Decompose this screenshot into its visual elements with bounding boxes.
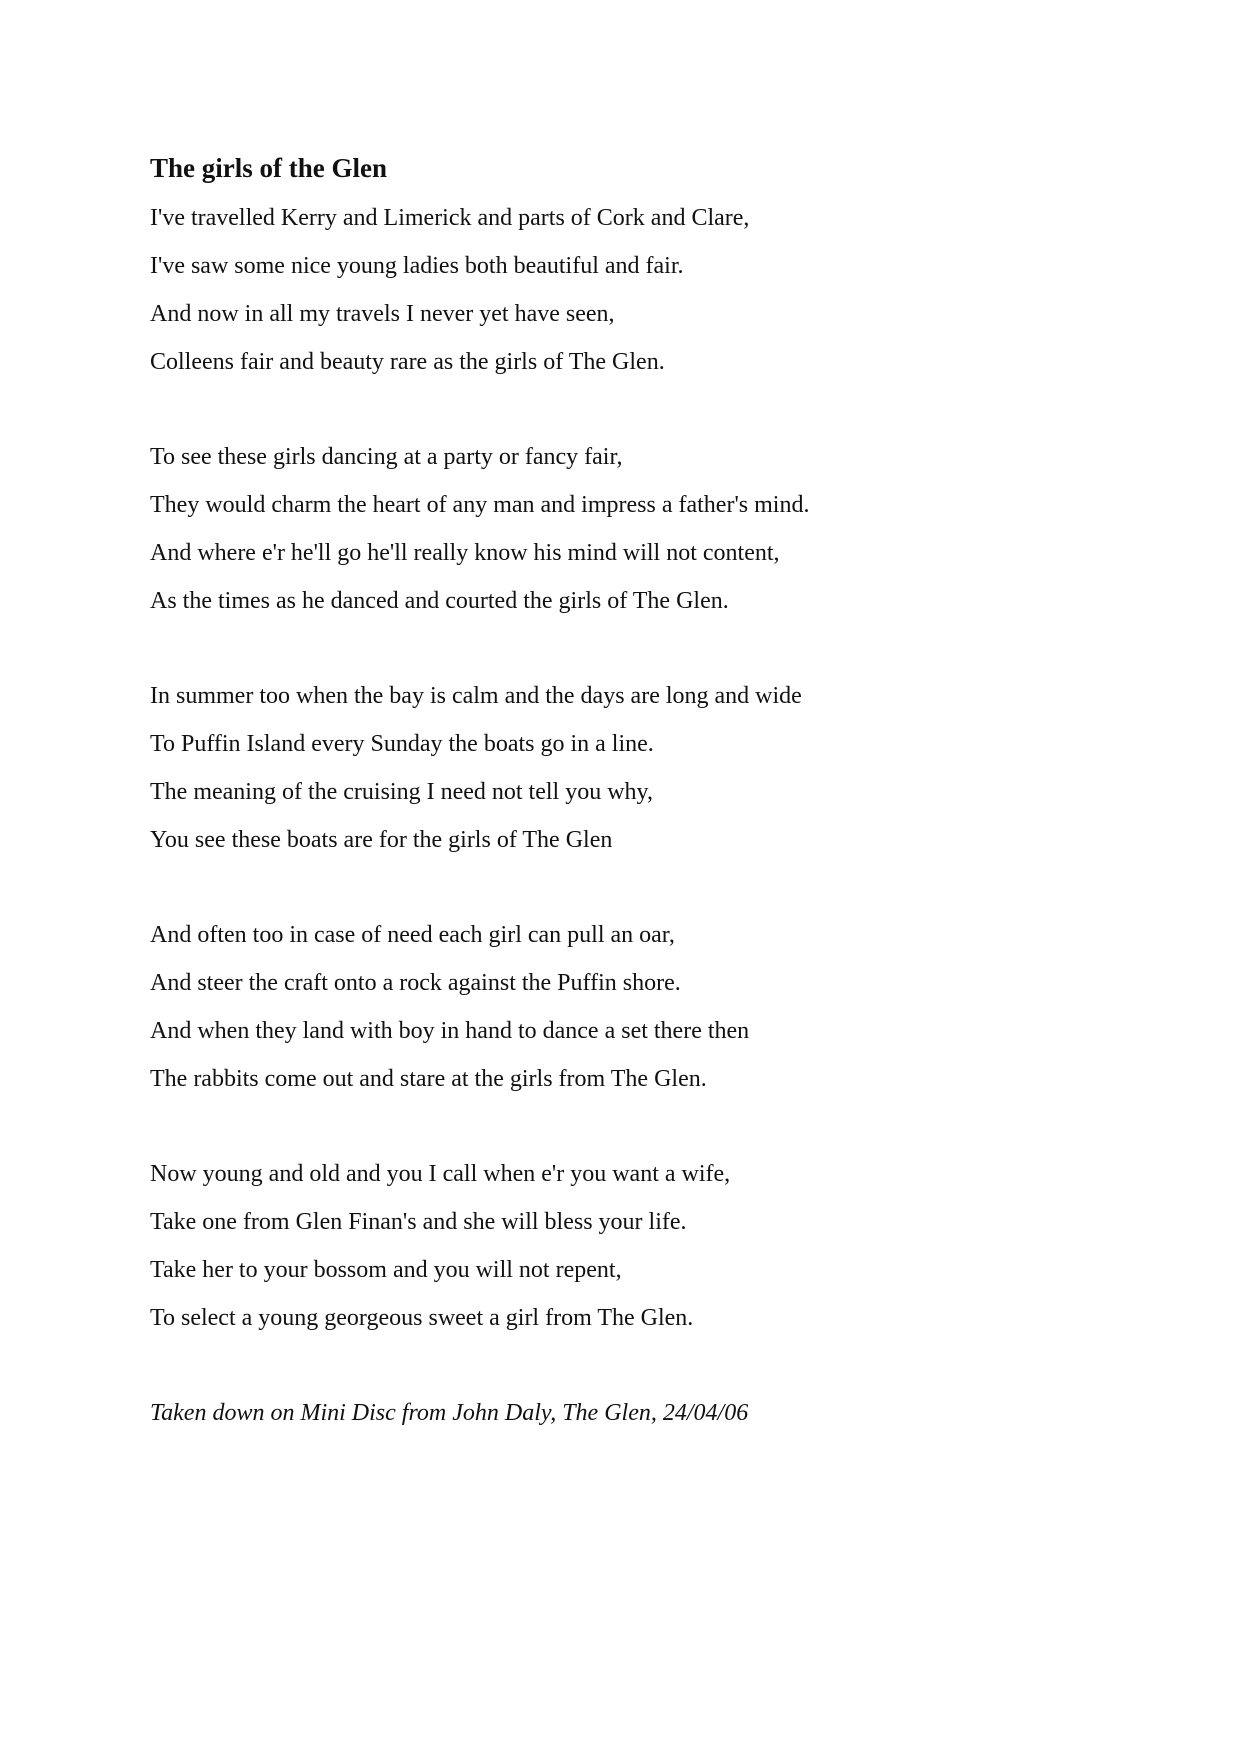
verse-line: And often too in case of need each girl can pull an oar,: [150, 922, 675, 948]
verse-line: Take her to your bossom and you will not repent,: [150, 1257, 622, 1283]
stanza-gap: [150, 1103, 1150, 1150]
stanza-gap: [150, 625, 1150, 672]
verse-line: They would charm the heart of any man and impress a father's mind.: [150, 492, 810, 518]
verse-line: To select a young georgeous sweet a girl from The Glen.: [150, 1305, 694, 1331]
verse-line: The rabbits come out and stare at the girls from The Glen.: [150, 1066, 707, 1092]
stanza-gap: [150, 1342, 1150, 1389]
stanza-1: [150, 194, 1150, 386]
stanza-5: [150, 1150, 1150, 1342]
verse-line: Now young and old and you I call when e'r you want a wife,: [150, 1161, 731, 1187]
verse-line: Colleens fair and beauty rare as the girls of The Glen.: [150, 349, 665, 375]
stanza-gap: [150, 864, 1150, 911]
verse-line: And when they land with boy in hand to dance a set there then: [150, 1018, 750, 1044]
stanza-4: [150, 911, 1150, 1103]
song-title: The girls of the Glen: [150, 153, 387, 183]
verse-line: In summer too when the bay is calm and the days are long and wide: [150, 683, 802, 709]
stanza-3: [150, 672, 1150, 864]
verse-line: I've saw some nice young ladies both beautiful and fair.: [150, 253, 684, 279]
verse-line: And where e'r he'll go he'll really know his mind will not content,: [150, 540, 780, 566]
document-page: [150, 150, 1150, 1437]
verse-line: You see these boats are for the girls of The Glen: [150, 827, 613, 853]
verse-line: And steer the craft onto a rock against the Puffin shore.: [150, 970, 681, 996]
stanza-2: [150, 433, 1150, 625]
stanza-gap: [150, 386, 1150, 433]
source-credit: Taken down on Mini Disc from John Daly, The Glen, 24/04/06: [150, 1400, 749, 1426]
verse-line: And now in all my travels I never yet have seen,: [150, 301, 615, 327]
verse-line: As the times as he danced and courted the girls of The Glen.: [150, 588, 729, 614]
verse-line: To Puffin Island every Sunday the boats go in a line.: [150, 731, 654, 757]
verse-line: Take one from Glen Finan's and she will bless your life.: [150, 1209, 687, 1235]
verse-line: I've travelled Kerry and Limerick and parts of Cork and Clare,: [150, 205, 750, 231]
verse-line: The meaning of the cruising I need not tell you why,: [150, 779, 653, 805]
verse-line: To see these girls dancing at a party or fancy fair,: [150, 444, 623, 470]
